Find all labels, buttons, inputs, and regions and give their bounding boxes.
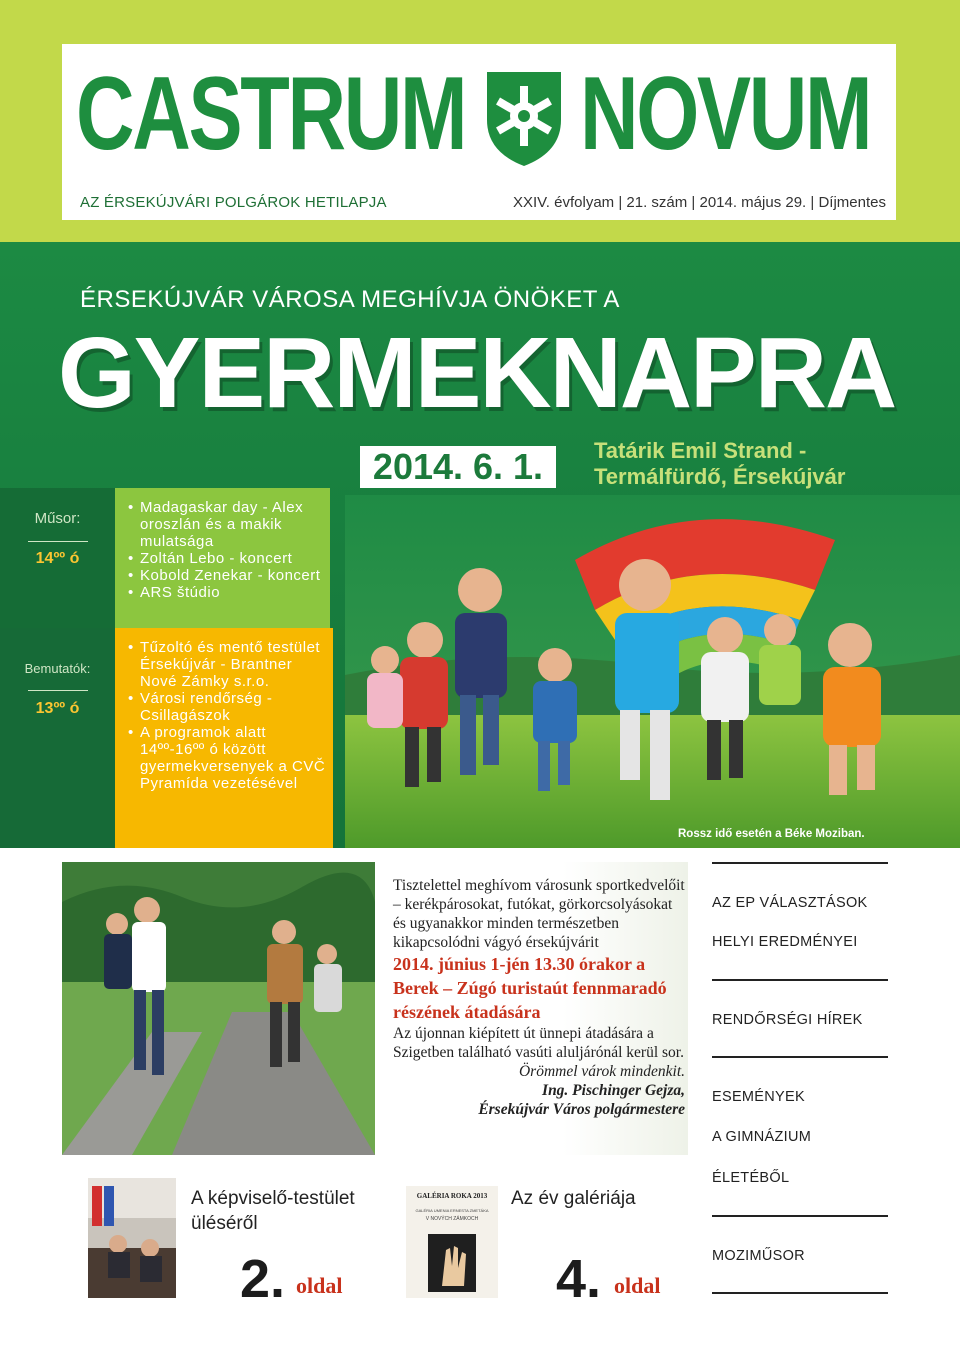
council-title-line-2: üléséről xyxy=(191,1213,258,1234)
masthead-tagline: AZ ÉRSEKÚJVÁRI POLGÁROK HETILAPJA xyxy=(80,194,387,211)
poster-title: GALÉRIA ROKA 2013 xyxy=(416,1192,488,1200)
demos-item: • Tűzoltó és mentő testület Érsekújvár - Brantner Nové Zámky s.r.o. xyxy=(128,639,328,690)
weather-note: Rossz idő esetén a Béke Moziban. xyxy=(678,828,865,840)
council-teaser-title[interactable] xyxy=(191,1186,355,1236)
council-page-number: 2. xyxy=(240,1249,286,1309)
venue-line-2: Termálfürdő, Érsekújvár xyxy=(594,464,846,489)
notice-signature-name: Ing. Pischinger Gejza, xyxy=(542,1082,685,1099)
program-label: Műsor: xyxy=(34,510,81,527)
demos-item: • Városi rendőrség - Csillagászok xyxy=(128,690,328,724)
event-venue xyxy=(594,438,845,490)
council-title-line-1: A képviselő-testület xyxy=(191,1188,355,1209)
demos-time: 13ºº ó xyxy=(35,700,80,717)
program-item: • ARS štúdio xyxy=(128,584,328,601)
gallery-page-word: oldal xyxy=(614,1273,661,1298)
notice-body: Az újonnan kiépített út ünnepi átadására a Szigetben található vasúti aluljárónál kerül sor. xyxy=(393,1025,684,1061)
index-item-cinema[interactable]: MOZIMŰSOR xyxy=(712,1248,805,1264)
poster-location: V NOVÝCH ZÁMKOCH xyxy=(425,1216,479,1222)
brand-name-left: CASTRUM xyxy=(76,56,466,172)
index-rule xyxy=(712,862,888,864)
index-rule xyxy=(712,1215,888,1217)
notice-intro: Tisztelettel meghívom városunk sportkedvelőit – kerékpárosokat, futókat, görkorcsolyásokat és ugyanakkor minden természetben kikapcsolódni vágyó érsekújvárit xyxy=(393,877,685,951)
coat-of-arms-logo xyxy=(483,68,565,168)
demos-divider xyxy=(28,690,88,691)
mayor-notice xyxy=(393,876,685,1119)
program-item: • Kobold Zenekar - koncert xyxy=(128,567,328,584)
gallery-poster-image xyxy=(406,1186,498,1298)
brand-name-right: NOVUM xyxy=(580,56,871,172)
index-item-events-line-1[interactable]: ESEMÉNYEK xyxy=(712,1089,805,1105)
invitation-line: ÉRSEKÚJVÁR VÁROSA MEGHÍVJA ÖNÖKET A xyxy=(80,286,620,313)
poster-subtitle: GALÉRIA UMENIA ERNESTA ZMETÁKA xyxy=(415,1208,489,1213)
council-page-word: oldal xyxy=(296,1273,343,1298)
program-time: 14ºº ó xyxy=(35,550,80,567)
index-item-police[interactable]: RENDŐRSÉGI HÍREK xyxy=(712,1012,863,1028)
issue-info: XXIV. évfolyam | 21. szám | 2014. május 29. | Díjmentes xyxy=(513,194,886,211)
gallery-teaser-title[interactable]: Az év galériája xyxy=(511,1188,636,1209)
index-item-ep-line-2[interactable]: HELYI EREDMÉNYEI xyxy=(712,934,858,950)
index-item-events-line-2[interactable]: A GIMNÁZIUM xyxy=(712,1129,812,1145)
notice-signature-title: Érsekújvár Város polgármestere xyxy=(478,1101,685,1118)
program-item: • Madagaskar day - Alex oroszlán és a makik mulatsága xyxy=(128,499,328,550)
program-divider xyxy=(28,541,88,542)
notice-closing: Örömmel várok mindenkit. xyxy=(518,1063,685,1080)
program-list xyxy=(128,499,328,601)
index-rule xyxy=(712,979,888,981)
demos-list xyxy=(128,639,328,792)
event-date: 2014. 6. 1. xyxy=(360,446,556,488)
gallery-page-number: 4. xyxy=(556,1249,602,1309)
index-rule xyxy=(712,1056,888,1058)
index-item-events-line-3[interactable]: ÉLETÉBŐL xyxy=(712,1170,790,1186)
program-item: • Zoltán Lebo - koncert xyxy=(128,550,328,567)
demos-item: • A programok alatt 14ºº-16ºº ó között gyermekversenyek a CVČ Pyramída vezetésével xyxy=(128,724,328,792)
index-item-ep-line-1[interactable]: AZ EP VÁLASZTÁSOK xyxy=(712,895,868,911)
children-running-photo xyxy=(345,495,960,848)
index-rule xyxy=(712,1292,888,1294)
council-meeting-photo xyxy=(88,1178,176,1298)
notice-highlight: 2014. június 1-jén 13.30 órakor a Berek – Zúgó turistaút fennmaradó részének átadására xyxy=(393,954,667,1022)
inline-skaters-photo xyxy=(62,862,375,1155)
event-headline: GYERMEKNAPRA xyxy=(58,317,896,429)
venue-line-1: Tatárik Emil Strand - xyxy=(594,438,807,463)
demos-label: Bemutatók: xyxy=(24,661,91,676)
